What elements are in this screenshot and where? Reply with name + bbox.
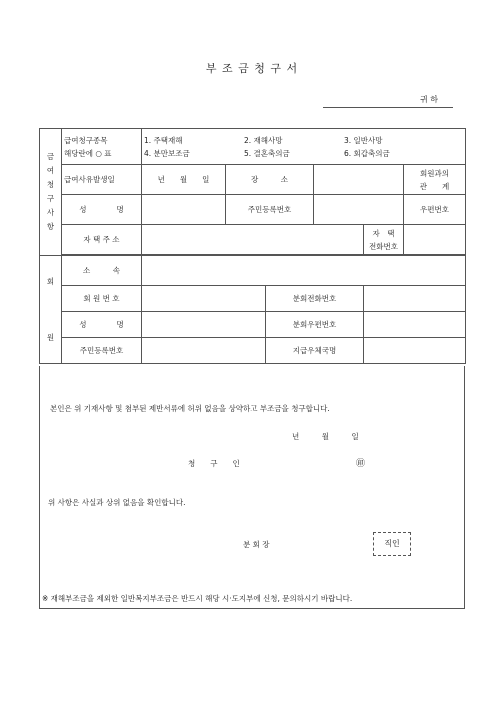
recipient-line	[323, 107, 453, 108]
declaration-statement: 본인은 위 기재사항 및 첨부된 제반서류에 허위 없음을 상약하고 부조금을 청구합니다.	[50, 404, 330, 413]
recipient-label: 귀 하	[420, 95, 438, 104]
beneficiary-resident-no-field[interactable]	[314, 195, 404, 225]
postal-code-label: 우편번호	[404, 195, 466, 225]
occurrence-date-label: 급여사유발생일	[62, 165, 142, 195]
place-label: 장 소	[226, 165, 314, 195]
benefit-section-label: 금 여 청 구 사 항	[40, 129, 62, 256]
home-phone-field[interactable]	[404, 225, 466, 255]
address-label: 자 택 주 소	[62, 225, 142, 255]
beneficiary-resident-no-label: 주민등록번호	[226, 195, 314, 225]
occurrence-date-field[interactable]: 년 월 일	[142, 165, 226, 195]
footnote: ※ 재해부조금을 제외한 일반복지부조금은 반드시 해당 시·도지부에 신청, 문의하시기 바랍니다.	[42, 594, 353, 603]
confirm-statement: 위 사항은 사실과 상위 없음을 확인합니다.	[48, 498, 186, 507]
branch-postal-label: 분회우편번호	[266, 312, 364, 338]
payment-office-label: 지급우체국명	[266, 338, 364, 364]
claim-form-table	[39, 128, 466, 364]
home-phone-label: 자 택 전화번호	[364, 225, 404, 255]
benefit-type-options[interactable]	[142, 129, 466, 165]
relation-label: 회원과의 관 계	[404, 165, 466, 195]
beneficiary-name-field[interactable]	[142, 195, 226, 225]
branch-phone-field[interactable]	[364, 286, 466, 312]
member-no-label: 회 원 번 호	[62, 286, 142, 312]
payment-office-field[interactable]	[364, 338, 466, 364]
option-house-disaster[interactable]: 1. 주택재해	[144, 135, 183, 145]
member-name-field[interactable]	[142, 312, 266, 338]
official-seal-box[interactable]: 직인	[373, 532, 411, 556]
member-resident-no-field[interactable]	[142, 338, 266, 364]
address-field[interactable]	[142, 225, 364, 255]
declaration-date[interactable]: 년 월 일	[292, 432, 359, 441]
option-general-death[interactable]: 3. 일반사망	[344, 135, 383, 145]
affiliation-field[interactable]	[142, 256, 466, 286]
claimant-label: 청 구 인	[188, 459, 240, 468]
option-wedding[interactable]: 5. 결혼축의금	[244, 148, 290, 158]
option-childbirth[interactable]: 4. 분만보조금	[144, 148, 190, 158]
branch-postal-field[interactable]	[364, 312, 466, 338]
option-disaster-death[interactable]: 2. 재해사망	[244, 135, 283, 145]
beneficiary-name-label: 성 명	[62, 195, 142, 225]
member-name-label: 성 명	[62, 312, 142, 338]
branch-phone-label: 분회전화번호	[266, 286, 364, 312]
branch-head-label: 분 회 장	[243, 540, 270, 549]
member-no-field[interactable]	[142, 286, 266, 312]
benefit-type-label: 급여청구종목 해당란에 ○ 표	[62, 129, 142, 165]
form-title: 부 조 금 청 구 서	[205, 62, 299, 75]
claimant-seal-mark[interactable]: ㊞	[356, 459, 366, 469]
member-section-label: 회 원	[40, 256, 62, 364]
option-sixtieth-birthday[interactable]: 6. 회갑축의금	[344, 148, 390, 158]
place-field[interactable]	[314, 165, 404, 195]
affiliation-label: 소 속	[62, 256, 142, 286]
member-resident-no-label: 주민등록번호	[62, 338, 142, 364]
